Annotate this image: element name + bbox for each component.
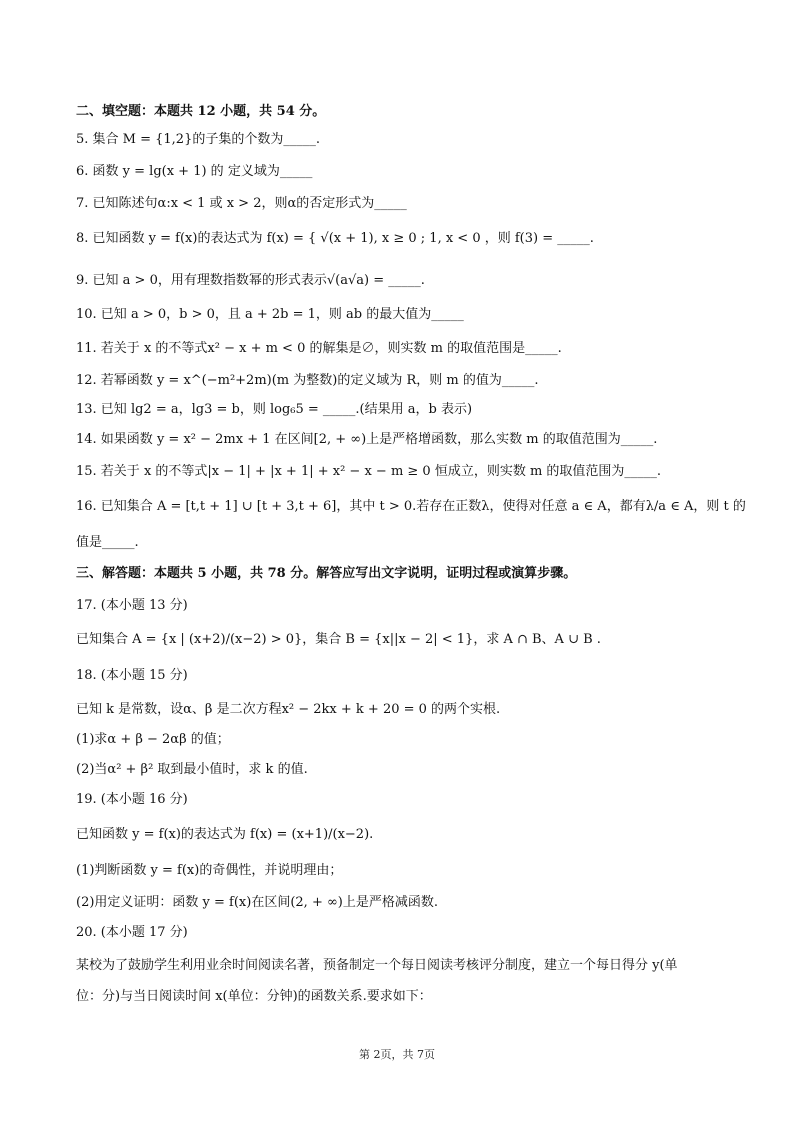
question-13: 13. 已知 lg2 = a，lg3 = b，则 log₆5 = _____.(结果用 a，b 表示)	[76, 402, 473, 417]
question-17-title: 17. (本小题 13 分)	[76, 598, 188, 613]
question-19-body: 已知函数 y = f(x)的表达式为 f(x) = (x+1)/(x−2).	[76, 827, 374, 842]
question-20-body-1: 某校为了鼓励学生利用业余时间阅读名著，预备制定一个每日阅读考核评分制度，建立一个每日得分 y(单	[76, 958, 678, 973]
question-19-part-1: (1)判断函数 y = f(x)的奇偶性，并说明理由；	[76, 863, 343, 878]
question-10: 10. 已知 a > 0，b > 0，且 a + 2b = 1，则 ab 的最大值为_____	[76, 307, 464, 322]
section-2-heading: 二、填空题：本题共 12 小题，共 54 分。	[76, 104, 326, 119]
question-14: 14. 如果函数 y = x² − 2mx + 1 在区间[2, + ∞)上是严格增函数，那么实数 m 的取值范围为_____.	[76, 432, 658, 447]
question-8: 8. 已知函数 y = f(x)的表达式为 f(x) = { √(x + 1), x ≥ 0 ; 1, x < 0 ，则 f(3) = _____.	[76, 231, 594, 246]
question-9: 9. 已知 a > 0，用有理数指数幂的形式表示√(a√a) = _____.	[76, 273, 425, 288]
page-number: 第 2页，共 7页	[359, 1048, 435, 1061]
question-20-body-2: 位：分)与当日阅读时间 x(单位：分钟)的函数关系.要求如下：	[76, 989, 432, 1004]
question-16-line-1: 16. 已知集合 A = [t,t + 1] ∪ [t + 3,t + 6]，其中 t > 0.若存在正数λ，使得对任意 a ∈ A，都有λ/a ∈ A，则 t 的	[76, 499, 746, 514]
question-7: 7. 已知陈述句α:x < 1 或 x > 2，则α的否定形式为_____	[76, 196, 407, 211]
question-17-body: 已知集合 A = {x | (x+2)/(x−2) > 0}，集合 B = {x||x − 2| < 1}，求 A ∩ B、A ∪ B .	[76, 632, 601, 647]
question-18-part-2: (2)当α² + β² 取到最小值时，求 k 的值.	[76, 762, 308, 777]
question-15: 15. 若关于 x 的不等式|x − 1| + |x + 1| + x² − x − m ≥ 0 恒成立，则实数 m 的取值范围为_____.	[76, 464, 662, 479]
question-18-title: 18. (本小题 15 分)	[76, 668, 188, 683]
question-16-line-2: 值是_____.	[76, 535, 139, 550]
section-3-heading: 三、解答题：本题共 5 小题，共 78 分。解答应写出文字说明，证明过程或演算步骤。	[76, 566, 577, 581]
question-19-title: 19. (本小题 16 分)	[76, 792, 188, 807]
question-18-body: 已知 k 是常数，设α、β 是二次方程x² − 2kx + k + 20 = 0 的两个实根.	[76, 702, 501, 717]
question-11: 11. 若关于 x 的不等式x² − x + m < 0 的解集是∅，则实数 m 的取值范围是_____.	[76, 341, 562, 356]
question-12: 12. 若幂函数 y = x^(−m²+2m)(m 为整数)的定义域为 R，则 m 的值为_____.	[76, 373, 539, 388]
question-20-title: 20. (本小题 17 分)	[76, 925, 188, 940]
question-5: 5. 集合 M = {1,2}的子集的个数为_____.	[76, 132, 320, 147]
question-18-part-1: (1)求α + β − 2αβ 的值；	[76, 732, 230, 747]
question-19-part-2: (2)用定义证明：函数 y = f(x)在区间(2, + ∞)上是严格减函数.	[76, 895, 439, 910]
question-6: 6. 函数 y = lg(x + 1) 的 定义域为_____	[76, 164, 313, 179]
